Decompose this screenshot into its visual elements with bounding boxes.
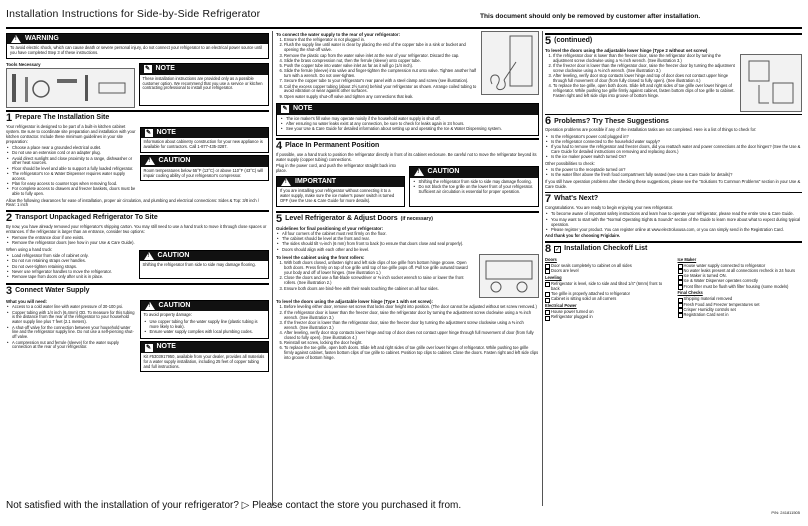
caution-box: ! CAUTION Room temperatures below 55°F (13°C) or above 110°F (43°C) will impair cooling ability of your refrigerator's compressor. [140, 155, 270, 181]
tools-label: Tools Necessary [6, 62, 41, 68]
section-8-heading: 8 ✓ Installation Checkoff List [545, 242, 648, 255]
column-right: 5 (continued) To level the doors using the adjustable lower hinge (Type 2 without set screw) 1. If the refrigerator door is lower than the freezer door, raise the refrigerator door by turning the adjustment screw clockwise using a ⅜ inch wrench. (See illustration 3.) 2. If the freezer door is lower than the refrigerator door, raise the freezer door by turning the adjustment screw clockwise using a ⅜ inch wrench. (See illustration 3.) 3. After leveling, verify door stop contacts lower hinge and top of door does not contact upper hinge through full movement of door (from fully closed to fully open). (See illustration 4.) 4. To replace the toe grille, open both doors. Slide left and right sides of toe grille over lower hinges of refrigerator. While pushing toe grille firmly against cabinet, fasten bottom clips of toe grille to cabinet. Fasten right and left side clips into groove of bottom hinge. 6 Problems? Try These Suggestions Operation problems are possible if any of the installation tasks are not completed. Here is a list of things to check for: • Is the refrigerator's power cord plugged in? • Is the refrigerator connected to the household water supply? • If you had to remove the refrigerator and freezer doors, did you reattach water and power connections at the door hinges? (See the Use & Care Guide for detailed instructions on removing and replacing doors.) • Is the ice maker power switch turned On? Other possibilities to check: • Is the power to the receptacle turned on? • Is the water filter above the fresh food compartment fully seated (see Use & Care Guide for details)? If you still have operation problems after checking these suggestions, please see the "Solutions To Common Problems" section in your Use & Care Guide. 7 What's Next? Congratulations. You are ready to begin enjoying your new refrigerator. • To become aware of important safety instructions and learn how to operate your refrigerator, please read the entire Use & Care Guide. • You may want to start with the "Normal Operating Sights & Sounds" section of the Guide to learn more about what to expect during typical operation. • Please register your product. You can register online at www.electroluxusa.com, or you can simply send in the Registration Card. And thank you for choosing Frigidaire. 8 ✓ Installation Checkoff List Doors Door seals completely to cabinet on all sides Doors are level Leveling Refrigerator is level, side to side and tilted 1/4" (6mm) front to back Toe grille is properly attached to refrigerator Cabinet is sitting solid on all corners Electrical Power House power turned on Refrigerator plugged in Ice Maker House water supply connected to refrigerator No water leaks present at all connections recheck in 24 hours Ice Maker is turned ON. Ice & Water Dispenser operates correctly Front filter must be flush with filter housing (some models) Final Checks Shipping material removed Fresh Food and Freezer temperatures set Crisper Humidity controls set Registration Card sent in [545, 31, 802, 320]
part-number: P/N: 241811505 [771, 510, 800, 515]
water-line-illustration [481, 31, 539, 95]
footer-message: Not satisfied with the installation of your refrigerator? ▷ Please contact the store you purchased it from. [6, 500, 462, 511]
caution-icon [145, 302, 155, 310]
hinge-icon [741, 55, 801, 111]
checkoff-list: Doors Door seals completely to cabinet on all sides Doors are level Leveling Refrigerator is level, side to side and tilted 1/4" (6mm) front to back Toe grille is properly attached to refrigerator Cabinet is sitting solid on all corners Electrical Power House power turned on Refrigerator plugged in Ice Maker House water supply connected to refrigerator No water leaks present at all connections recheck in 24 hours Ice Maker is turned ON. Ice & Water Dispenser operates correctly Front filter must be flush with filter housing (some models) Final Checks Shipping material removed Fresh Food and Freezer temperatures set Crisper Humidity controls set Registration Card sent in [545, 256, 802, 320]
column-divider [272, 31, 273, 506]
column-divider [542, 31, 543, 506]
note-box: ✎ NOTE • The ice maker's fill valve may operate noisily if the household water supply is shut off. • After ensuring no water leaks exist at any connection, be sure to check for leaks again in 24 hours. • See your Use & Care Guide for detailed information about setting up and operating the Ice & Water Dispensing system. [276, 103, 539, 136]
site-guidelines-list: • Choose a place near a grounded electrical outlet. • Do not use an extension cord or an adapter plug. • Avoid direct sunlight and close proximity to a range, dishwasher or other heat sources. • Floor should be level and able to support a fully loaded refrigerator. • The refrigerator's Ice & Water Dispenser requires water supply access. • Plan for easy access to counter tops when removing food. • For complete access to drawers and freezer baskets, doors must be able to fully open. [6, 146, 136, 197]
section-7-heading: 7 What's Next? [545, 193, 599, 206]
note-icon: ✎ [144, 66, 151, 73]
caution-icon [144, 252, 154, 260]
removal-notice: This document should only be removed by customer after installation. [480, 13, 701, 20]
warning-box: ! WARNING To avoid electric shock, which can cause death or severe personal injury, do not connect your refrigerator to an electrical power source until you have completed Step 3 of these instructions. [6, 33, 269, 59]
water-connect-steps: 1. Ensure that the refrigerator is not plugged in. 2. Flush the supply line until water is clear by placing the end of the copper tube in a sink or bucket and opening the shut-off valve. 3. Remove the plastic cap from the water valve inlet at the rear of your refrigerator. Discard the cap. 4. Slide the brass compression nut, then the ferrule (sleeve) onto copper tube. 5. Push the copper tube into water valve inlet as far as it will go (1/4 inch). 6. Slide the ferrule (sleeve) into valve and finger-tighten the compression nut onto valve. Tighten another half turn with a wrench. Do not over-tighten. 7. Secure the copper tube to your refrigerator's rear panel with a steel clamp and screw (see illustration). 8. Coil the excess copper tubing (about 2½ turns) behind your refrigerator as shown. Arrange coiled tubing to avoid vibration or wear against other surfaces. 9. Open water supply shut-off valve and tighten any connections that leak. [284, 38, 477, 99]
roller-icon [480, 255, 538, 297]
section-5-continued-heading: 5 (continued) [545, 34, 593, 47]
important-icon [281, 178, 291, 186]
section-1-heading: 1 Prepare The Installation Site [6, 112, 110, 125]
important-box: ! IMPORTANT If you are installing your refrigerator without connecting it to a water supply, make sure the ice maker's power switch is turned OFF (see the Use & Care Guide for more details). [276, 176, 405, 207]
caution-icon [145, 157, 155, 165]
note-icon: ✎ [282, 106, 288, 113]
header-rule [6, 27, 802, 29]
column-left: ! WARNING To avoid electric shock, which can cause death or severe personal injury, do not connect your refrigerator to an electrical power source until you have completed Step 3 of these instructions. Tools Necessary ✎ NOTE These installation instructions are provided only as a possible customer option. We recommend that you use a service or kitchen contracting professional to install your refrigerator. 1 Prepare The Installation Site Your refrigerator is designed to be part of a built-in kitchen cabinet system. Be sure to coordinate site preparation and installation with your kitchen contractor. Include these minimum guidelines in your site preparation: • Choose a place near a grounded electrical outlet. • Do not use an extension cord or an adapter plug. • Avoid direct sunlight and close proximity to a range, dishwasher or other heat sources. • Floor should be level and able to support a fully loaded refrigerator. • The refrigerator's Ice & Water Dispenser requires water supply access. • Plan for easy access to counter tops when removing food. • For complete access to drawers and freezer baskets, doors must be able to fully open. ✎ NOTE Information about cabinetry construction for your new appliance is available for contractors. Call 1-877-435-3287. ! CAUTION Room temperatures below 55°F (13°C) or above 110°F (43°C) will impair cooling ability of your refrigerator's compressor. Allow the following clearances for ease of installation, proper air circulation, and plumbing and electrical connections: Sides & Top: 3/8 inch / Rear: 1 inch 2 Transport Unpackaged Refrigerator To Site By now, you have already removed your refrigerator's shipping carton. You may still need to use a hand truck to move it through close spaces or entrances. If the refrigerator is larger than an entrance, consider two options: • Remove the entrance door if one exists. • Remove the refrigerator doors (see how in your Use & Care Guide). When using a hand truck: • Load refrigerator from side of cabinet only. • Do not run retaining straps over handles. • Do not over-tighten retaining straps. • Never use refrigerator handles to move the refrigerator. • Remove tape from doors only after unit is in place. ! CAUTION Shifting the refrigerator from side to side may damage flooring. 3 Connect Water Supply What you will need: • Access to a cold water line with water pressure of 30-100 psi. • Copper tubing with 1/4 inch (6.4mm) OD. To measure for this tubing is the distance from the rear of the refrigerator to your household water supply line plus 7 feet (2.1 meters). • A shut-off valve for the connection between your household water line and the refrigerator supply line. Do not use a self-piercing shut-off valve. • A compression nut and ferrule (sleeve) for the water supply connection at the rear of your refrigerator. ! CAUTION To avoid property damage: • Use copper tubing for the water supply line (plastic tubing is more likely to leak). • Ensure water supply complies with local plumbing codes. ✎ NOTE Kit #5303917950, available from your dealer, provides all materials for a water supply installation, including 25 feet of copper tubing and full instructions. [6, 31, 269, 374]
note-icon: ✎ [145, 130, 152, 137]
tools-illustration [6, 68, 135, 108]
hinge-illustration [740, 54, 802, 112]
tools-icon [7, 69, 132, 107]
section-3-heading: 3 Connect Water Supply [6, 285, 90, 298]
warning-icon [11, 35, 21, 43]
caution-box: ! CAUTION Shifting the refrigerator from side to side may damage flooring. [139, 250, 270, 280]
checkbox-icon: ✓ [555, 246, 561, 253]
note-box: ✎ NOTE These installation instructions are provided only as a possible customer option. We recommend that you use a service or kitchen contracting professional to install your refrigerator. [139, 63, 270, 106]
caution-icon [414, 168, 424, 176]
section-4-heading: 4 Place In Permanent Position [276, 140, 380, 153]
document-title: Installation Instructions for Side-by-Side Refrigerator [6, 8, 261, 20]
water-valve-icon [482, 32, 538, 94]
note-box: ✎ NOTE Information about cabinetry construction for your new appliance is available for contractors. Call 1-877-435-3287. [140, 127, 270, 153]
column-middle: To connect the water supply to the rear of your refrigerator: 1. Ensure that the refrigerator is not plugged in. 2. Flush the supply line until water is clear by placing the end of the copper tube in a sink or bucket and opening the shut-off valve. 3. Remove the plastic cap from the water valve inlet at the rear of your refrigerator. Discard the cap. 4. Slide the brass compression nut, then the ferrule (sleeve) onto copper tube. 5. Push the copper tube into water valve inlet as far as it will go (1/4 inch). 6. Slide the ferrule (sleeve) into valve and finger-tighten the compression nut onto valve. Tighten another half turn with a wrench. Do not over-tighten. 7. Secure the copper tube to your refrigerator's rear panel with a steel clamp and screw (see illustration). 8. Coil the excess copper tubing (about 2½ turns) behind your refrigerator as shown. Arrange coiled tubing to avoid vibration or wear against other surfaces. 9. Open water supply shut-off valve and tighten any connections that leak. ✎ NOTE • The ice maker's fill valve may operate noisily if the household water supply is shut off. • After ensuring no water leaks exist at any connection, be sure to check for leaks again in 24 hours. • See your Use & Care Guide for detailed information about setting up and operating the Ice & Water Dispensing system. 4 Place In Permanent Position If possible, use a hand truck to position the refrigerator directly in front of its cabinet enclosure. Be careful not to move the refrigerator beyond its water supply (copper tubing) connections. Plug in the power cord, and push the refrigerator straight back into place. ! IMPORTANT If you are installing your refrigerator without connecting it to a water supply, make sure the ice maker's power switch is turned OFF (see the Use & Care Guide for more details). ! CAUTION • Shifting the refrigerator from side to side may damage flooring. • Do not block the toe grille on the lower front of your refrigerator. Sufficient air circulation is essential for proper operation. 5 Level Refrigerator & Adjust Doors (if necessary) Guidelines for final positioning of your refrigerator: • All four corners of the cabinet must rest firmly on the floor. • The cabinet should be level at the front and rear. • The sides should tilt ¼-inch (6 mm) from front to back (to ensure that doors close and seal properly). • Doors should align with each other and be level. To level the cabinet using the front rollers: 1. With both doors closed, unfasten right and left side clips of toe grille from bottom hinge groove. Open both doors. Press firmly on top of toe grille until top of toe grille pops off. Pull toe grille outward toward your body and off of lower hinges. (See illustration 1.) 2. Close the doors and use a flat-blade screwdriver or ⅜ inch socket wrench to raise or lower the front rollers. (See illustration 2.) 3. Ensure both doors are bind-free with their seals touching the cabinet on all four sides. To level the doors using the adjustable lower hinge (Type 1 with set screw): 1. Before leveling either door, remove set screw that locks door height into position. (The door cannot be adjusted without set screw removed.) 2. If the refrigerator door is lower than the freezer door, raise the refrigerator door by turning the adjustment screw clockwise using a ⅜ inch wrench. (See illustration 3.) 3. If the freezer door is lower than the refrigerator door, raise the freezer door by turning the adjustment screw clockwise using a ⅜ inch wrench. (See illustration 3.) 4. After leveling, verify door stop contacts lower hinge and top of door does not contact upper hinge through full movement of door (from fully closed to fully open). (See illustration 4.) 5. Reinstall set screw, locking the door height. 6. To replace the toe grille, open both doors. Slide left and right sides of toe grille over lower hinges of refrigerator. While pushing toe grille firmly against cabinet, fasten bottom clips of toe grille to cabinet. Position top clips to cabinet. Close the doors. Fasten right and left side clips into groove of bottom hinge. [276, 31, 539, 362]
note-icon: ✎ [145, 344, 152, 351]
section-5-heading: 5 Level Refrigerator & Adjust Doors (if necessary) [276, 212, 433, 225]
caution-box: ! CAUTION • Shifting the refrigerator from side to side may damage flooring. • Do not block the toe grille on the lower front of your refrigerator. Sufficient air circulation is essential for proper operation. [409, 166, 540, 207]
section-6-heading: 6 Problems? Try These Suggestions [545, 115, 669, 128]
warning-text: To avoid electric shock, which can cause death or severe personal injury, do not connect your refrigerator to an electrical power source until you have completed Step 3 of these instructions. [10, 45, 263, 56]
toe-grille-illustration [479, 254, 539, 298]
caution-box: ! CAUTION To avoid property damage: • Use copper tubing for the water supply line (plastic tubing is more likely to leak). • Ensure water supply complies with local plumbing codes. [140, 300, 270, 339]
section-2-heading: 2 Transport Unpackaged Refrigerator To Site [6, 211, 158, 224]
note-box: ✎ NOTE Kit #5303917950, available from your dealer, provides all materials for a water supply installation, including 25 feet of copper tubing and full instructions. [140, 341, 270, 372]
